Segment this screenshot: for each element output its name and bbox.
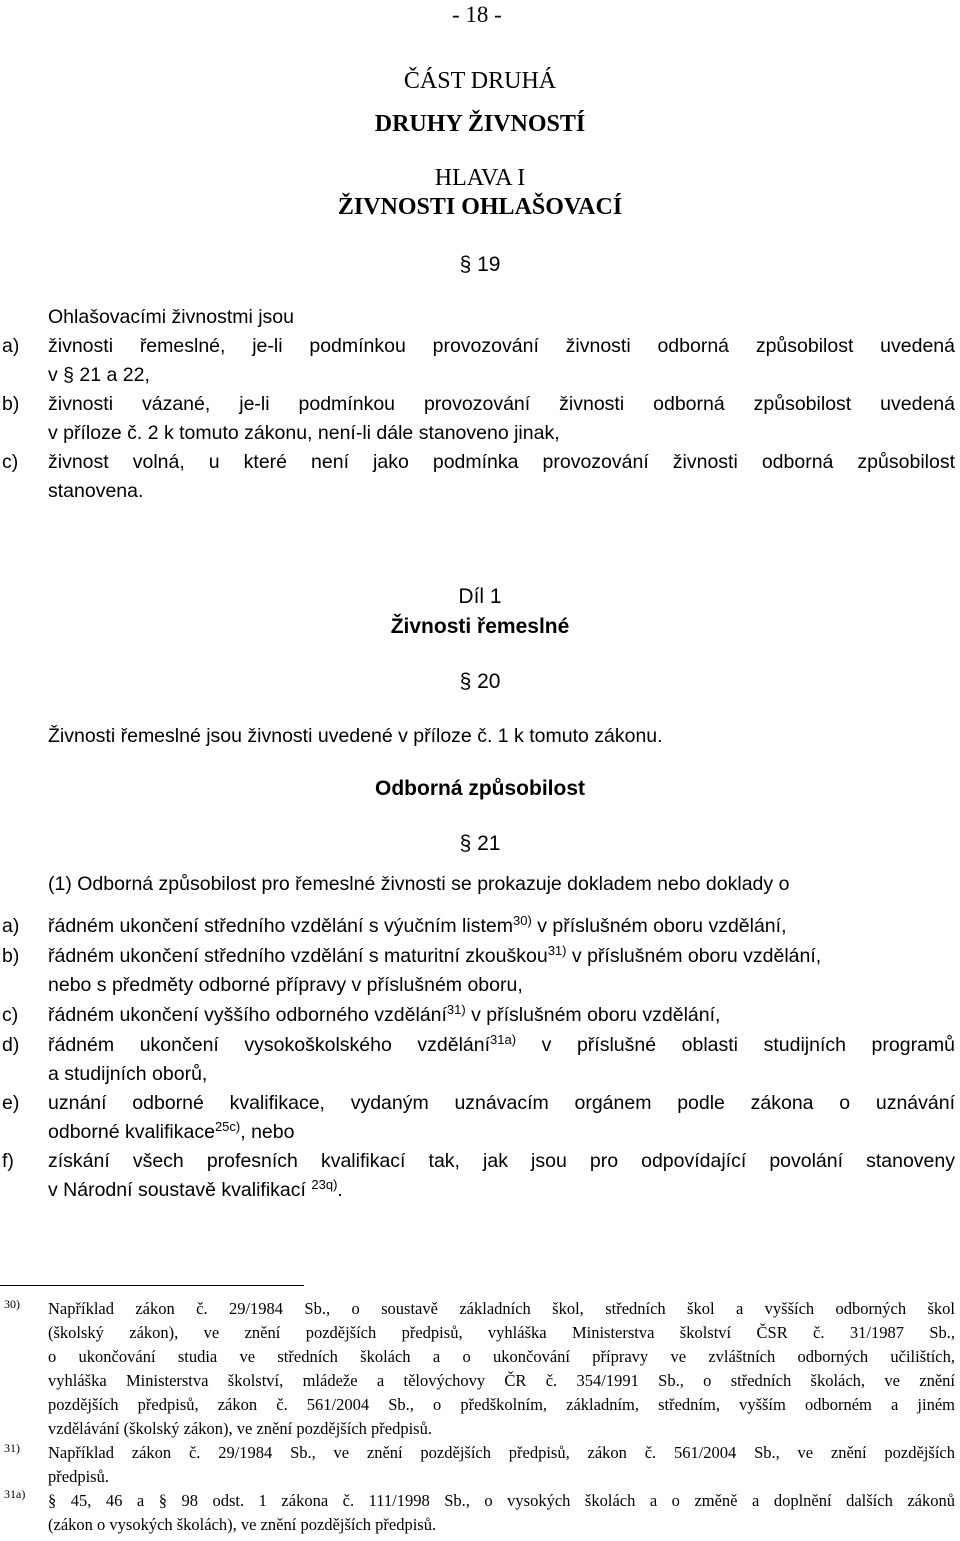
item-text [48, 915, 787, 938]
footnote-ref: 31) [547, 943, 567, 958]
footnote-line: předpisů. [48, 1467, 109, 1486]
footnote-ref: 31) [446, 1002, 466, 1017]
item-mark: d) [2, 1034, 20, 1056]
item-text-line2: v příloze č. 2 k tomuto zákonu, není-li dále stanoveno jinak, [48, 422, 560, 444]
footnote-line: pozdějších předpisů, zákon č. 561/2004 Sb., o předškolním, základním, středním, vyšším odborném a jiném [48, 1395, 955, 1414]
item-mark: f) [2, 1150, 14, 1172]
section-20-heading: § 20 [459, 670, 501, 693]
footnote-ref: 25c) [214, 1119, 241, 1134]
section-19-heading: § 19 [459, 253, 501, 276]
item-text-post: v příslušném oboru vzdělání, [531, 915, 787, 937]
section-21-group-title: Odborná způsobilost [375, 777, 585, 800]
footnote-line: (zákon o vysokých školách), ve znění pozdějších předpisů. [48, 1515, 437, 1534]
item-mark: c) [2, 1004, 19, 1026]
section-19-intro: Ohlašovacími živnostmi jsou [48, 306, 294, 328]
head-subtitle: ŽIVNOSTI OHLAŠOVACÍ [337, 194, 623, 220]
item-text-line1: uznání odborné kvalifikace, vydaným uznávacím orgánem podle zákona o uznávání [48, 1092, 955, 1114]
item-text-pre: řádném ukončení vyššího odborného vzdělání [48, 1004, 447, 1026]
item-text-line2: stanovena. [48, 480, 144, 502]
footnote-line: Například zákon č. 29/1984 Sb., ve znění pozdějších předpisů, zákon č. 561/2004 Sb., ve znění pozdějších [48, 1443, 955, 1462]
head-title: HLAVA I [434, 165, 526, 191]
item-text-post: v příslušném oboru vzdělání, [465, 1004, 721, 1026]
item-text-line1: živnosti vázané, je-li podmínkou provozování živnosti odborná způsobilost uvedená [48, 393, 955, 415]
item-text [48, 1004, 720, 1027]
footnote-line: (školský zákon), ve znění pozdějších předpisů, vyhláška Ministerstva školství ČSR č. 31/1987 Sb., [48, 1323, 955, 1342]
footnote-line: § 45, 46 a § 98 odst. 1 zákona č. 111/1998 Sb., o vysokých školách a o změně a doplnění dalších zákonů [48, 1491, 955, 1510]
section-21-heading: § 21 [459, 832, 501, 855]
item-text-pre: odborné kvalifikace [48, 1121, 215, 1143]
part-subtitle: DRUHY ŽIVNOSTÍ [374, 111, 586, 137]
footnote-mark: 31) [4, 1441, 20, 1455]
item-text-line2: a studijních oborů, [48, 1063, 208, 1085]
page-number: - 18 - [452, 2, 502, 27]
division-subtitle: Živnosti řemeslné [390, 615, 570, 638]
footnote-line: vyhláška Ministerstva školství, mládeže a tělovýchovy ČR č. 354/1991 Sb., o středních školách, ve znění [48, 1371, 955, 1390]
item-text-post: v příslušném oboru vzdělání, [566, 945, 822, 967]
item-text-post: . [337, 1179, 343, 1201]
item-text-line2 [48, 1179, 343, 1202]
item-text-line2: nebo s předměty odborné přípravy v příslušném oboru, [48, 974, 523, 996]
item-text [48, 945, 821, 968]
item-mark: b) [2, 945, 20, 967]
item-text-pre: řádném ukončení středního vzdělání s výučním listem [48, 915, 513, 937]
item-text-line1: živnost volná, u které není jako podmínka provozování živnosti odborná způsobilost [48, 451, 955, 473]
footnote-ref: 30) [512, 913, 532, 928]
footnote-line: vzdělávání (školský zákon), ve znění pozdějších předpisů. [48, 1419, 432, 1438]
section-21-intro: (1) Odborná způsobilost pro řemeslné živnosti se prokazuje dokladem nebo doklady o [48, 873, 790, 895]
item-text-pre: řádném ukončení vysokoškolského vzdělání [48, 1034, 491, 1056]
footnote-separator [0, 1285, 304, 1286]
item-text-line2: v § 21 a 22, [48, 364, 150, 386]
part-title: ČÁST DRUHÁ [403, 68, 557, 94]
item-mark: c) [2, 451, 19, 473]
item-text-line2 [48, 1121, 294, 1144]
item-text-line1: živnosti řemeslné, je-li podmínkou provozování živnosti odborná způsobilost uvedená [48, 335, 955, 357]
item-text-line1: získání všech profesních kvalifikací tak, jak jsou pro odpovídající povolání stanoveny [48, 1150, 955, 1172]
footnote-ref: 23q) [311, 1177, 338, 1192]
footnote-mark: 30) [4, 1297, 20, 1311]
item-text-post: v příslušné oblasti studijních programů [516, 1034, 955, 1056]
item-mark: b) [2, 393, 20, 415]
item-text-pre: v Národní soustavě kvalifikací [48, 1179, 312, 1201]
section-20-text: Živnosti řemeslné jsou živnosti uvedené v příloze č. 1 k tomuto zákonu. [48, 725, 663, 747]
item-text [48, 1034, 955, 1057]
item-mark: a) [2, 915, 20, 937]
item-mark: a) [2, 335, 20, 357]
footnote-line: o ukončování studia ve středních školách a o ukončování přípravy ve zvláštních odborných učilištích, [48, 1347, 955, 1366]
division-title: Díl 1 [458, 585, 502, 608]
footnote-line: Například zákon č. 29/1984 Sb., o soustavě základních škol, středních škol a vyšších odborných škol [48, 1299, 955, 1318]
footnote-mark: 31a) [4, 1487, 26, 1501]
footnote-ref: 31a) [490, 1032, 517, 1047]
item-text-pre: řádném ukončení středního vzdělání s maturitní zkouškou [48, 945, 548, 967]
item-text-post: , nebo [240, 1121, 295, 1143]
item-mark: e) [2, 1092, 20, 1114]
